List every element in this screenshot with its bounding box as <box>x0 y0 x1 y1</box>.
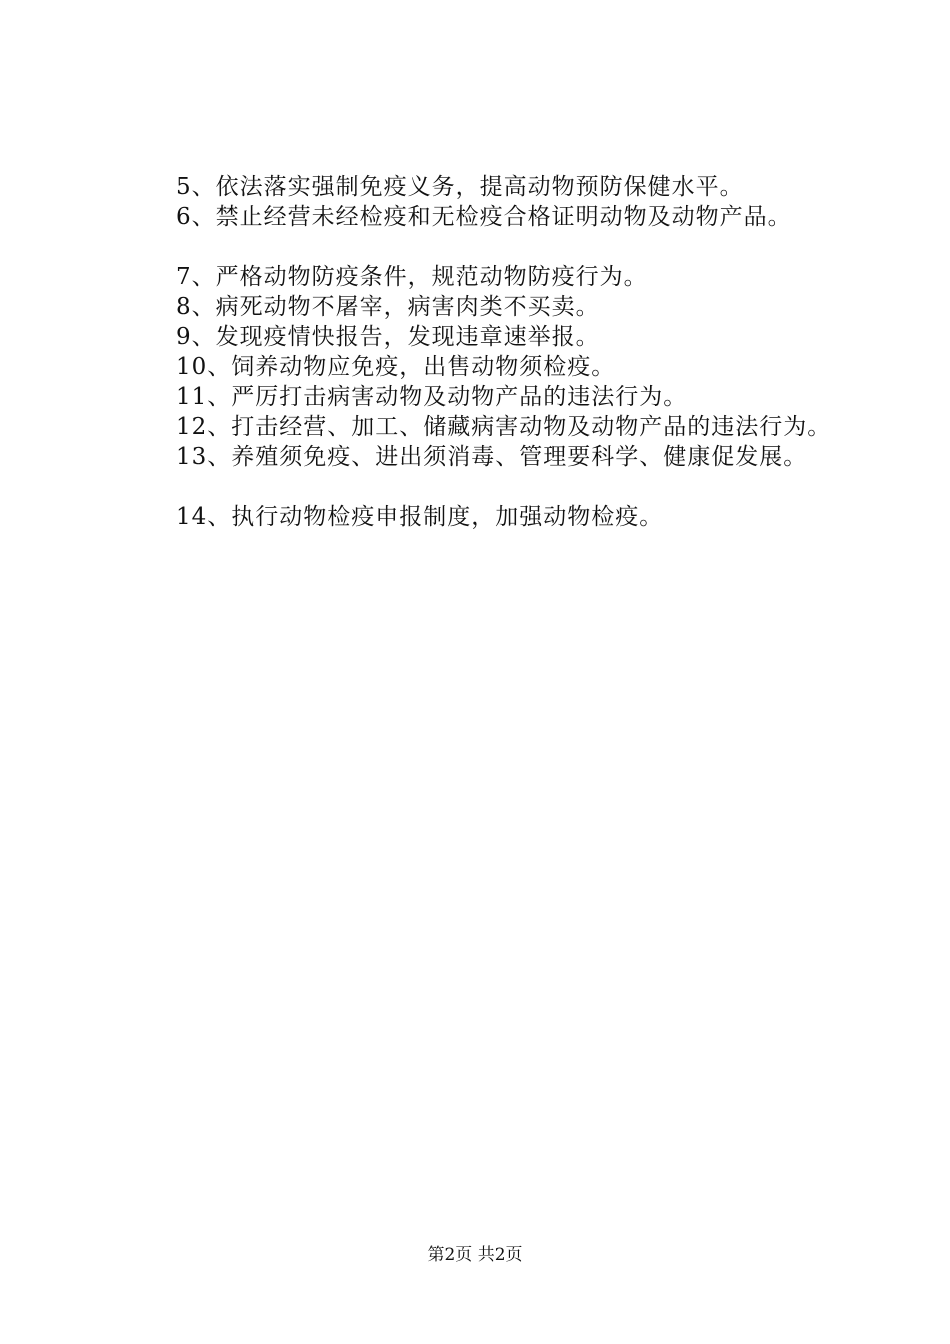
paragraph-10: 10、饲养动物应免疫，出售动物须检疫。 <box>176 354 616 380</box>
paragraph-13: 13、养殖须免疫、进出须消毒、管理要科学、健康促发展。 <box>176 444 808 470</box>
document-body <box>128 172 850 532</box>
paragraph-14: 14、执行动物检疫申报制度，加强动物检疫。 <box>176 504 664 530</box>
paragraph-11: 11、严厉打击病害动物及动物产品的违法行为。 <box>176 384 688 410</box>
paragraph-5: 5、依法落实强制免疫义务，提高动物预防保健水平。 <box>176 174 744 200</box>
paragraph-7: 7、严格动物防疫条件，规范动物防疫行为。 <box>176 264 648 290</box>
paragraph-6: 6、禁止经营未经检疫和无检疫合格证明动物及动物产品。 <box>176 204 792 230</box>
page-number-footer: 第2页 共2页 <box>427 1245 523 1265</box>
paragraph-8: 8、病死动物不屠宰，病害肉类不买卖。 <box>176 294 600 320</box>
paragraph-9: 9、发现疫情快报告，发现违章速举报。 <box>176 324 600 350</box>
paragraph-12: 12、打击经营、加工、储藏病害动物及动物产品的违法行为。 <box>176 414 832 440</box>
